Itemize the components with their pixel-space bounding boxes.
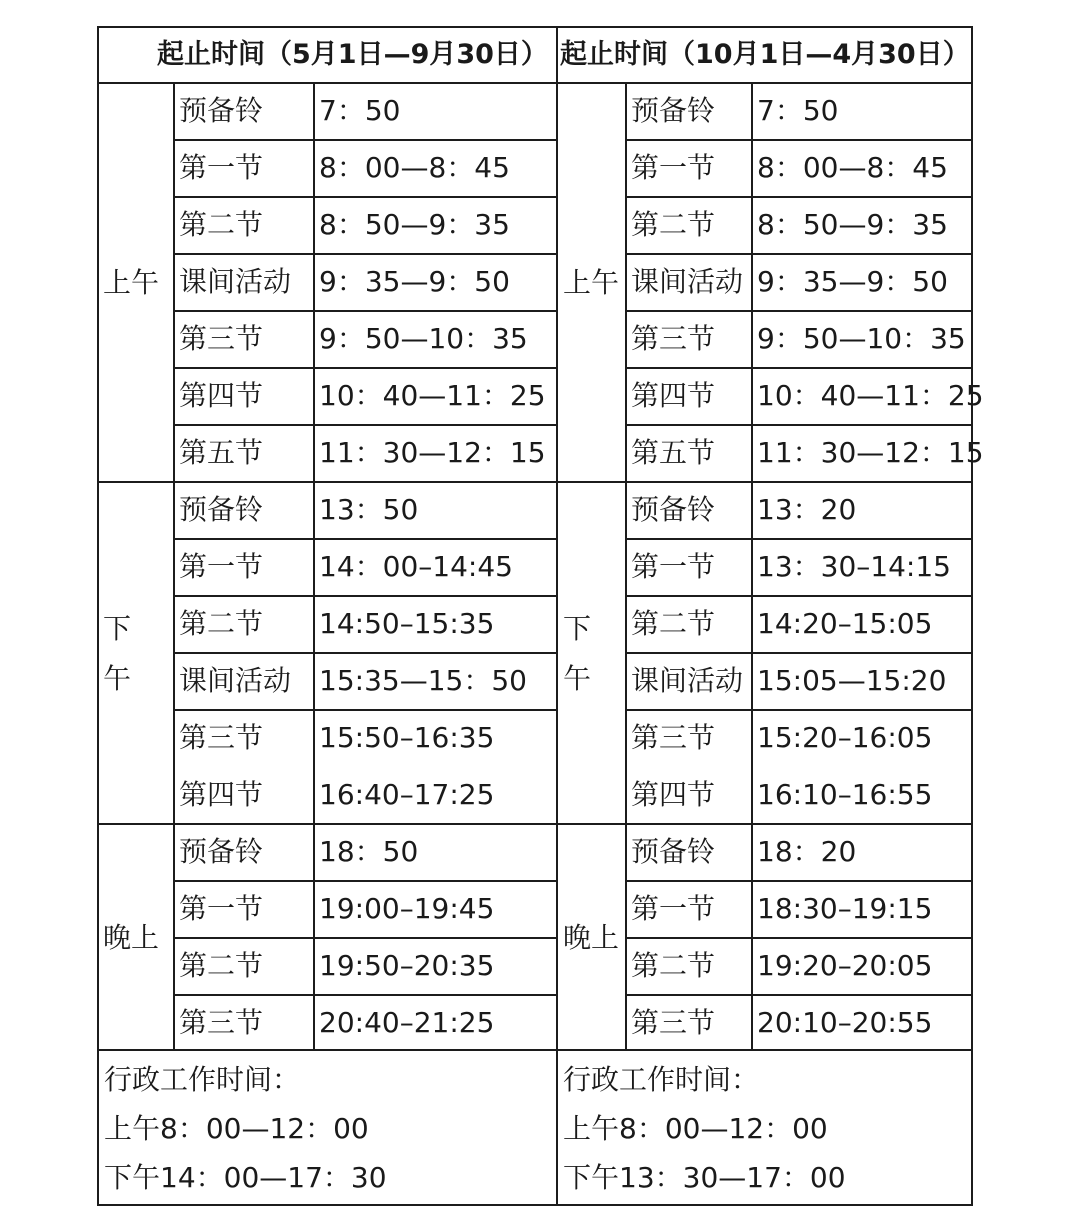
summer-row-time: 15:35—15：50 <box>319 663 527 697</box>
winter-row-time: 9：50—10：35 <box>757 321 966 355</box>
winter-row-time: 15:05—15:20 <box>757 663 947 697</box>
summer-row-time: 20:40–21:25 <box>319 1005 495 1039</box>
summer-row-name: 第二节 <box>179 207 264 241</box>
summer-admin-morning: 上午8：00—12：00 <box>104 1112 369 1145</box>
summer-row-time: 11：30—12：15 <box>319 435 546 469</box>
summer-row-time: 14：00–14:45 <box>319 549 513 583</box>
winter-evening-label: 晚上 <box>563 921 620 954</box>
summer-row-time: 8：50—9：35 <box>319 207 510 241</box>
summer-row-time: 9：35—9：50 <box>319 264 510 298</box>
winter-afternoon-label-2: 午 <box>562 662 591 695</box>
summer-row-name: 第四节 <box>179 378 264 412</box>
winter-row-name: 第三节 <box>631 720 716 754</box>
summer-afternoon-label-2: 午 <box>102 662 131 695</box>
winter-row-name: 第三节 <box>631 321 716 355</box>
summer-row-time: 18：50 <box>319 834 419 868</box>
winter-admin-title: 行政工作时间： <box>563 1063 760 1096</box>
winter-admin-afternoon: 下午13：30—17：00 <box>563 1161 846 1194</box>
summer-row-name: 第三节 <box>179 720 264 754</box>
summer-row-time: 16:40–17:25 <box>319 777 495 811</box>
winter-row-name: 预备铃 <box>631 93 716 127</box>
winter-row-name: 课间活动 <box>631 663 744 697</box>
winter-row-time: 8：50—9：35 <box>757 207 948 241</box>
summer-row-name: 第二节 <box>179 948 264 982</box>
summer-row-time: 19:00–19:45 <box>319 891 495 925</box>
winter-row-time: 16:10–16:55 <box>757 777 933 811</box>
summer-row-name: 课间活动 <box>179 264 292 298</box>
summer-row-name: 课间活动 <box>179 663 292 697</box>
winter-row-time: 8：00—8：45 <box>757 150 948 184</box>
winter-morning-label: 上午 <box>563 266 620 299</box>
winter-row-name: 第四节 <box>631 378 716 412</box>
winter-row-time: 7：50 <box>757 93 839 127</box>
summer-row-name: 第五节 <box>179 435 264 469</box>
winter-row-name: 第二节 <box>631 606 716 640</box>
winter-admin-morning: 上午8：00—12：00 <box>563 1112 828 1145</box>
schedule-table <box>97 26 984 1206</box>
summer-row-time: 15:50–16:35 <box>319 720 495 754</box>
summer-row-name: 第一节 <box>179 891 264 925</box>
summer-row-name: 第二节 <box>179 606 264 640</box>
summer-admin-afternoon: 下午14：00—17：30 <box>104 1161 387 1194</box>
summer-header: 起止时间（5月1日—9月30日） <box>157 38 548 70</box>
winter-row-time: 18：20 <box>757 834 857 868</box>
winter-row-time: 13：20 <box>757 492 857 526</box>
winter-row-time: 11：30—12：15 <box>757 435 984 469</box>
summer-row-time: 19:50–20:35 <box>319 948 495 982</box>
summer-row-time: 10：40—11：25 <box>319 378 546 412</box>
summer-row-name: 第四节 <box>179 777 264 811</box>
winter-row-name: 第四节 <box>631 777 716 811</box>
winter-row-time: 14:20–15:05 <box>757 606 933 640</box>
winter-row-name: 第二节 <box>631 948 716 982</box>
winter-row-name: 课间活动 <box>631 264 744 298</box>
winter-row-time: 13：30–14:15 <box>757 549 951 583</box>
summer-row-time: 14:50–15:35 <box>319 606 495 640</box>
winter-row-time: 10：40—11：25 <box>757 378 984 412</box>
summer-morning-label: 上午 <box>103 266 160 299</box>
summer-row-name: 第三节 <box>179 321 264 355</box>
summer-row-time: 7：50 <box>319 93 401 127</box>
winter-row-name: 第一节 <box>631 150 716 184</box>
summer-row-name: 预备铃 <box>179 93 264 127</box>
winter-row-time: 19:20–20:05 <box>757 948 933 982</box>
winter-afternoon-label-1: 下 <box>562 612 591 645</box>
summer-row-name: 预备铃 <box>179 834 264 868</box>
summer-row-time: 13：50 <box>319 492 419 526</box>
summer-row-name: 第一节 <box>179 150 264 184</box>
winter-row-name: 第二节 <box>631 207 716 241</box>
summer-row-time: 9：50—10：35 <box>319 321 528 355</box>
winter-row-time: 15:20–16:05 <box>757 720 933 754</box>
winter-row-name: 第一节 <box>631 891 716 925</box>
winter-row-name: 第三节 <box>631 1005 716 1039</box>
summer-admin-title: 行政工作时间： <box>104 1063 301 1096</box>
winter-row-time: 18:30–19:15 <box>757 891 933 925</box>
winter-row-name: 预备铃 <box>631 492 716 526</box>
summer-row-time: 8：00—8：45 <box>319 150 510 184</box>
winter-row-name: 第一节 <box>631 549 716 583</box>
summer-row-name: 第一节 <box>179 549 264 583</box>
winter-row-name: 第五节 <box>631 435 716 469</box>
summer-evening-label: 晚上 <box>103 921 160 954</box>
winter-row-time: 20:10–20:55 <box>757 1005 933 1039</box>
summer-afternoon-label-1: 下 <box>102 612 131 645</box>
summer-row-name: 第三节 <box>179 1005 264 1039</box>
winter-header: 起止时间（10月1日—4月30日） <box>560 38 970 70</box>
winter-row-name: 预备铃 <box>631 834 716 868</box>
summer-row-name: 预备铃 <box>179 492 264 526</box>
winter-row-time: 9：35—9：50 <box>757 264 948 298</box>
